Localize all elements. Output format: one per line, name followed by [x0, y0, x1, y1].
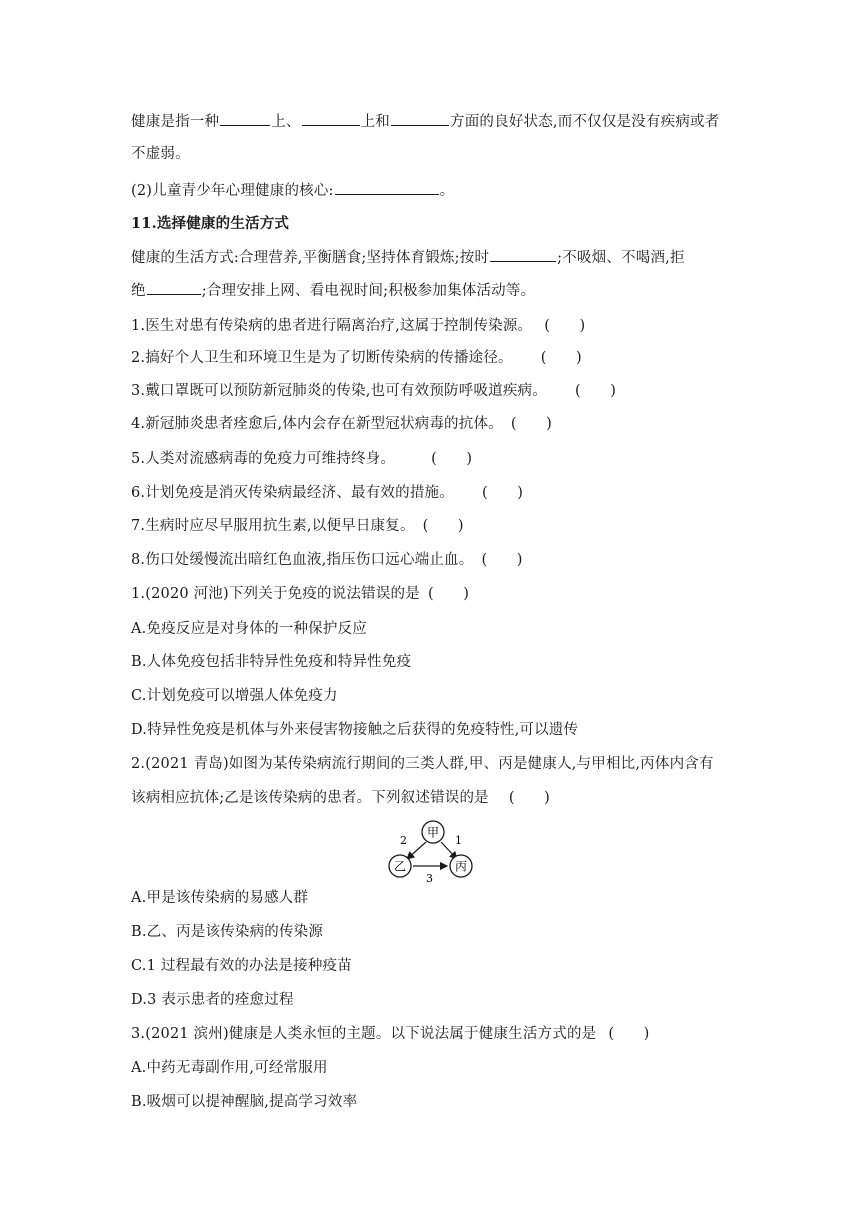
judgment-item — [131, 316, 585, 336]
answer-paren: ( ) — [427, 586, 470, 602]
stem-text: 3.(2021 滨州)健康是人类永恒的主题。以下说法属于健康生活方式的是 — [131, 1026, 597, 1042]
option: A.甲是该传染病的易感人群 — [131, 890, 309, 906]
option: A.免疫反应是对身体的一种保护反应 — [131, 621, 367, 637]
text: 健康的生活方式:合理营养,平衡膳食;坚持体育锻炼;按时 — [131, 250, 490, 266]
answer-blank — [147, 280, 201, 295]
answer-paren: ( ) — [508, 790, 551, 806]
label-n3: 3 — [426, 872, 433, 885]
judgment-text: 2.搞好个人卫生和环境卫生是为了切断传染病的传播途径。 — [131, 350, 513, 366]
question-stem-cont — [131, 788, 550, 808]
transmission-diagram — [380, 816, 480, 888]
answer-paren: ( ) — [544, 318, 586, 334]
option: D.3 表示患者的痊愈过程 — [131, 992, 294, 1008]
text: ;合理安排上网、看电视时间;积极参加集体活动等。 — [201, 283, 536, 299]
stem-text: 该病相应抗体;乙是该传染病的患者。下列叙述错误的是 — [131, 790, 489, 806]
judgment-text: 1.医生对患有传染病的患者进行隔离治疗,这属于控制传染源。 — [131, 318, 533, 334]
section-title: 11.选择健康的生活方式 — [131, 215, 290, 232]
question-stem — [131, 584, 469, 604]
question-stem — [131, 1024, 649, 1044]
judgment-item — [131, 516, 464, 536]
text: 。 — [439, 183, 455, 199]
answer-paren: ( ) — [540, 350, 582, 366]
label-yi: 乙 — [393, 859, 407, 874]
label-jia: 甲 — [426, 825, 440, 840]
text: (2)儿童青少年心理健康的核心: — [131, 183, 334, 199]
option: B.人体免疫包括非特异性免疫和特异性免疫 — [131, 654, 412, 670]
text: 健康是指一种 — [131, 114, 220, 130]
label-n2: 2 — [400, 834, 407, 847]
answer-paren: ( ) — [574, 383, 617, 399]
answer-paren: ( ) — [431, 451, 473, 467]
mental-health-core — [131, 180, 454, 201]
option: A.中药无毒副作用,可经常服用 — [131, 1060, 328, 1076]
option: B.乙、丙是该传染病的传染源 — [131, 924, 324, 940]
text: 上和 — [360, 114, 391, 130]
answer-blank — [391, 111, 449, 126]
label-n1: 1 — [455, 834, 462, 847]
judgment-text: 6.计划免疫是消灭传染病最经济、最有效的措施。 — [131, 485, 454, 501]
judgment-text: 4.新冠肺炎患者痊愈后,体内会存在新型冠状病毒的抗体。 — [131, 416, 503, 432]
text: 上、 — [271, 114, 301, 130]
answer-blank — [302, 111, 360, 126]
answer-blank — [335, 180, 439, 195]
answer-paren: ( ) — [422, 518, 464, 534]
text: ;不吸烟、不喝酒,拒 — [557, 250, 685, 266]
answer-paren: ( ) — [481, 485, 524, 501]
judgment-item — [131, 414, 552, 434]
option: B.吸烟可以提神醒脑,提高学习效率 — [131, 1094, 358, 1110]
answer-paren: ( ) — [608, 1026, 650, 1042]
text: 方面的良好状态,而不仅仅是没有疾病或者 — [450, 114, 720, 130]
answer-blank — [220, 111, 270, 126]
lifestyle-line1 — [131, 247, 685, 268]
label-bing: 丙 — [454, 859, 468, 874]
stem-text: 1.(2020 河池)下列关于免疫的说法错误的是 — [131, 586, 420, 602]
judgment-item — [131, 550, 523, 570]
text: 绝 — [131, 283, 146, 299]
arrow-2 — [407, 842, 426, 859]
judgment-text: 5.人类对流感病毒的免疫力可维持终身。 — [131, 451, 396, 467]
option: C.1 过程最有效的办法是接种疫苗 — [131, 958, 352, 974]
health-definition-line1 — [131, 111, 719, 132]
question-stem: 2.(2021 青岛)如图为某传染病流行期间的三类人群,甲、丙是健康人,与甲相比,丙体内含有 — [131, 756, 714, 772]
judgment-text: 3.戴口罩既可以预防新冠肺炎的传染,也可有效预防呼吸道疾病。 — [131, 383, 547, 399]
lifestyle-line2 — [131, 280, 535, 301]
judgment-item — [131, 381, 616, 401]
option: C.计划免疫可以增强人体免疫力 — [131, 688, 338, 704]
judgment-item — [131, 348, 582, 368]
answer-paren: ( ) — [481, 552, 523, 568]
answer-paren: ( ) — [510, 416, 552, 432]
judgment-text: 7.生病时应尽早服用抗生素,以便早日康复。 — [131, 518, 415, 534]
option: D.特异性免疫是机体与外来侵害物接触之后获得的免疫特性,可以遗传 — [131, 722, 579, 738]
judgment-text: 8.伤口处缓慢流出暗红色血液,指压伤口远心端止血。 — [131, 552, 474, 568]
health-definition-line2: 不虚弱。 — [131, 146, 190, 162]
judgment-item — [131, 449, 472, 469]
judgment-item — [131, 483, 523, 503]
answer-blank — [490, 247, 556, 262]
